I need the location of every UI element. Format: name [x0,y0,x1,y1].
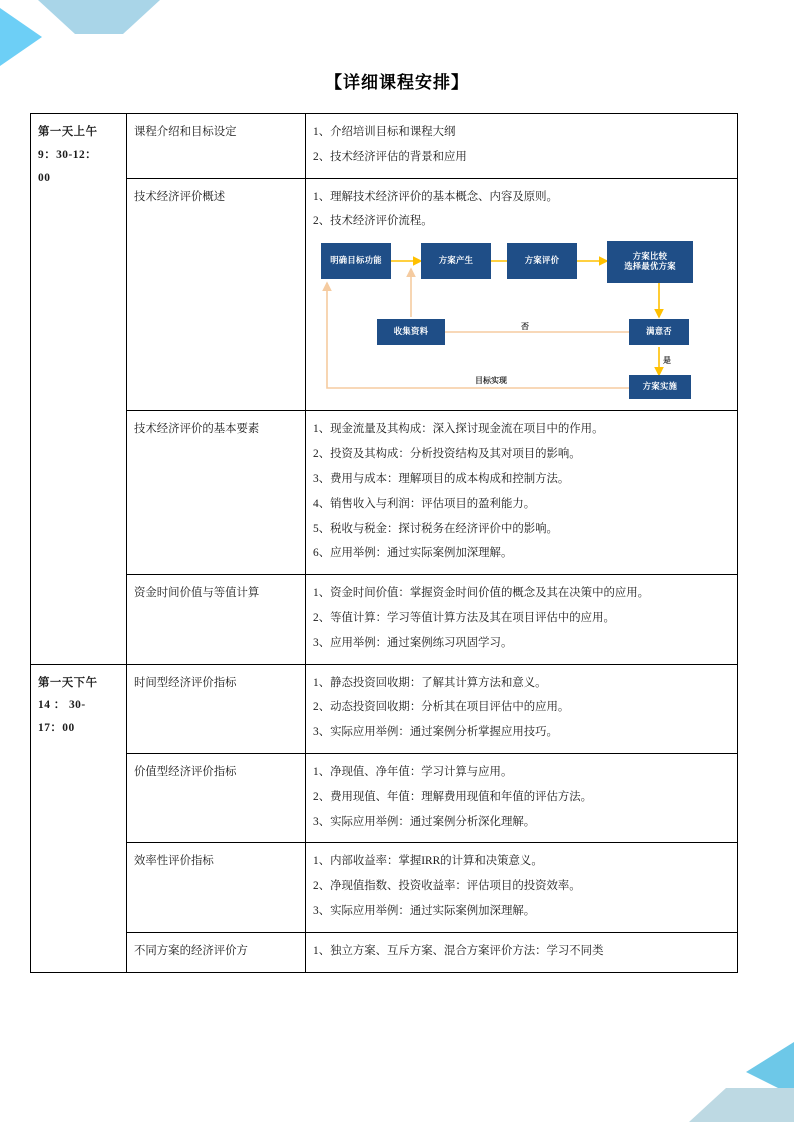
evaluation-process-flowchart [315,239,735,401]
flow-box-satisfied: 满意否 [629,319,689,345]
table-row [31,664,738,753]
detail-line: 1、资金时间价值：掌握资金时间价值的概念及其在决策中的应用。 [313,587,650,600]
topic-cell: 技术经济评价的基本要素 [127,411,306,575]
detail-line: 2、费用现值、年值：理解费用现值和年值的评估方法。 [313,790,593,803]
detail-line: 1、介绍培训目标和课程大纲 [313,126,456,138]
detail-cell [306,411,738,575]
topic-cell: 技术经济评价概述 [127,178,306,411]
detail-line: 1、静态投资回收期：了解其计算方法和意义。 [313,676,547,689]
flow-box-goal: 明确目标功能 [321,243,391,279]
session-time-line: 00 [38,171,51,184]
detail-cell [306,575,738,664]
detail-cell [306,932,738,972]
topic-cell: 价值型经济评价指标 [127,754,306,843]
detail-cell [306,664,738,753]
course-schedule-table [30,113,738,973]
detail-line: 2、净现值指数、投资收益率：评估项目的投资效率。 [313,880,581,893]
topic-cell: 课程介绍和目标设定 [127,114,306,179]
table-row [31,411,738,575]
table-row [31,754,738,843]
detail-line: 2、投资及其构成：分析投资结构及其对项目的影响。 [313,448,581,461]
table-row [31,178,738,411]
detail-line: 6、应用举例：通过实际案例加深理解。 [313,547,513,560]
table-row [31,114,738,179]
schedule-table-wrapper [30,113,737,973]
flow-label-achieved: 目标实现 [475,376,507,386]
detail-cell [306,754,738,843]
detail-line: 2、动态投资回收期：分析其在项目评估中的应用。 [313,701,570,714]
detail-line: 4、销售收入与利润：评估项目的盈利能力。 [313,497,536,510]
session-time-line: 9：30-12： [38,148,98,161]
detail-line: 5、税收与税金：探讨税务在经济评价中的影响。 [313,522,558,535]
session-time-line: 17：00 [38,722,75,735]
flow-box-evaluate: 方案评价 [507,243,577,279]
detail-line: 1、净现值、净年值：学习计算与应用。 [313,766,513,778]
bottom-right-decoration [634,1026,794,1122]
session-time-cell [31,114,127,665]
detail-cell [306,114,738,179]
detail-line: 2、技术经济评价流程。 [313,215,433,228]
flow-box-compare: 方案比较 选择最优方案 [607,241,693,283]
session-time-cell [31,664,127,972]
session-time-line: 第一天上午 [38,126,98,138]
detail-line: 3、实际应用举例：通过案例分析深化理解。 [313,815,536,828]
detail-line: 1、内部收益率：掌握IRR的计算和决策意义。 [313,855,543,868]
detail-line: 2、等值计算：学习等值计算方法及其在项目评估中的应用。 [313,611,615,624]
session-time-line: 第一天下午 [38,676,98,689]
table-row [31,843,738,932]
flow-box-collect: 收集资料 [377,319,445,345]
topic-cell: 效率性评价指标 [127,843,306,932]
detail-line: 1、理解技术经济评价的基本概念、内容及原则。 [313,190,558,203]
detail-line: 3、费用与成本：理解项目的成本构成和控制方法。 [313,472,570,485]
page-title: 【详细课程安排】 [325,73,469,92]
topic-cell: 不同方案的经济评价方 [127,932,306,972]
flow-label-yes: 是 [663,356,671,366]
flow-box-generate: 方案产生 [421,243,491,279]
detail-line: 3、实际应用举例：通过案例分析掌握应用技巧。 [313,726,558,739]
flow-box-implement: 方案实施 [629,375,691,399]
table-row [31,575,738,664]
topic-cell: 时间型经济评价指标 [127,664,306,753]
detail-line: 3、实际应用举例：通过实际案例加深理解。 [313,905,536,918]
detail-line: 3、应用举例：通过案例练习巩固学习。 [313,636,513,649]
session-time-line: 14 ： 30- [38,699,86,712]
detail-cell [306,843,738,932]
detail-cell [306,178,738,411]
topic-cell: 资金时间价值与等值计算 [127,575,306,664]
detail-line: 1、独立方案、互斥方案、混合方案评价方法：学习不同类 [313,944,604,957]
table-row [31,932,738,972]
detail-line: 1、现金流量及其构成：深入探讨现金流在项目中的作用。 [313,423,604,436]
top-left-triangle-icon [0,8,50,66]
flow-label-no: 否 [521,322,529,332]
detail-line: 2、技术经济评估的背景和应用 [313,150,467,163]
